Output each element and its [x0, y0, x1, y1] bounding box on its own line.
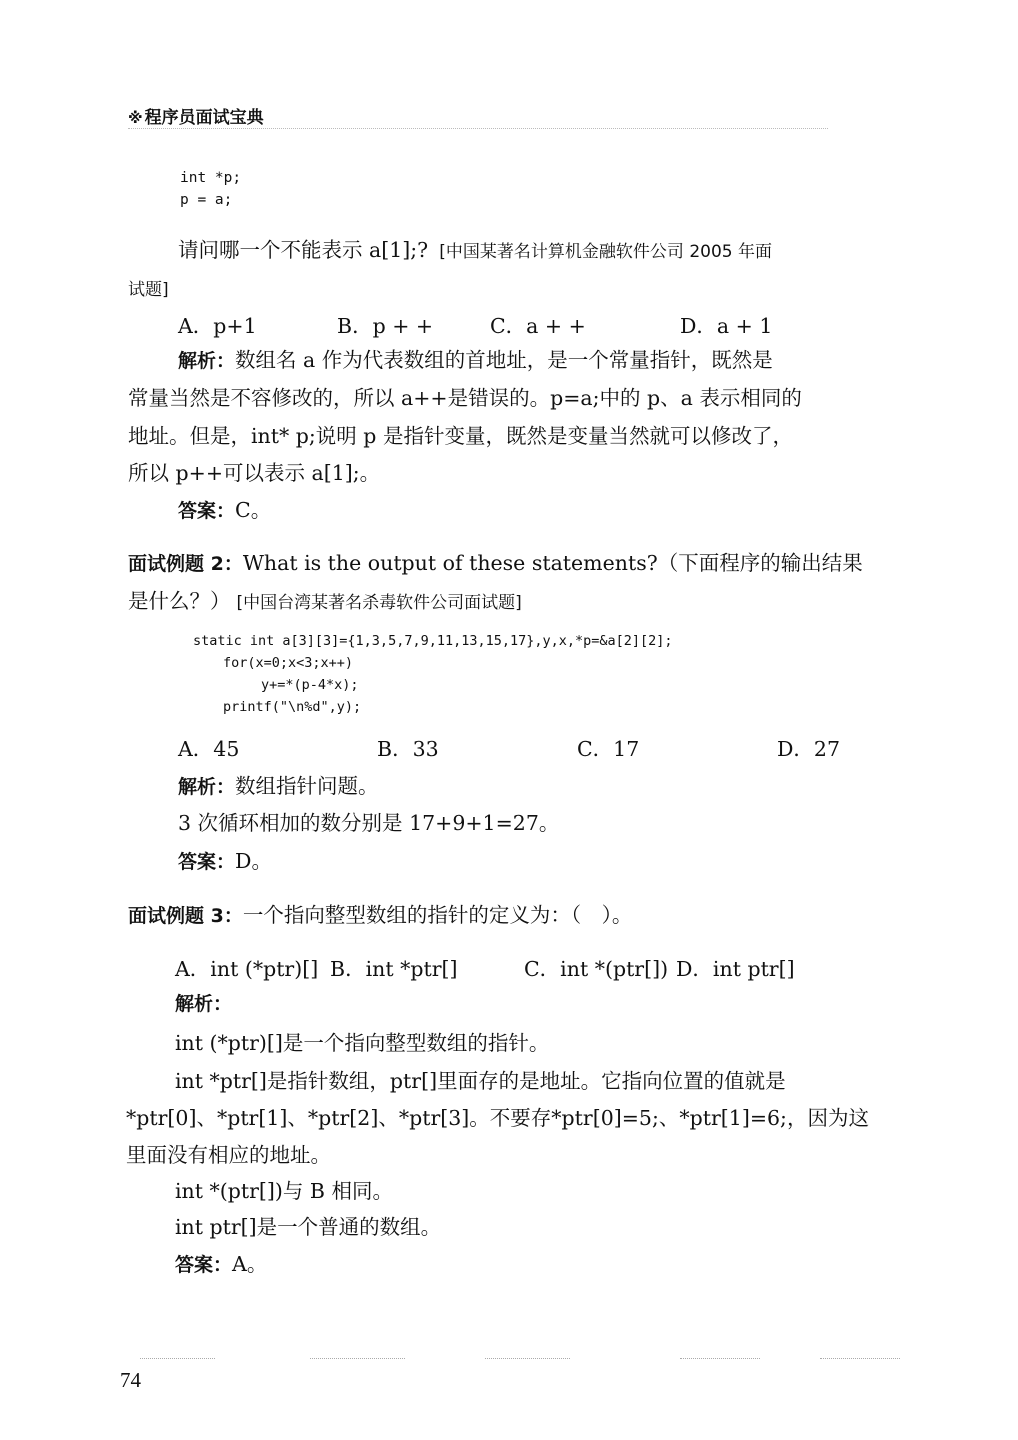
q2-title-cont: 是什么？） [128, 589, 231, 613]
q2-option-a: A．45 [178, 737, 240, 761]
code-line: y+=*(p-4*x); [261, 677, 359, 693]
q2-option-b: B．33 [377, 737, 439, 761]
q3-analysis-line-6: int ptr[]是一个普通的数组。 [175, 1215, 442, 1239]
q2-code-block [193, 630, 673, 718]
q1-analysis-label: 解析： [178, 350, 236, 372]
footer-rule [485, 1358, 570, 1359]
header-ornament-icon: ※ [128, 109, 143, 127]
q3-option-b: B．int *ptr[] [330, 957, 458, 981]
q3-analysis-line-4: 里面没有相应的地址。 [126, 1143, 331, 1167]
q1-source-cont: 试题] [128, 280, 169, 300]
q1-analysis-text: 数组名 a 作为代表数组的首地址，是一个常量指针，既然是 [235, 348, 773, 372]
book-title: 程序员面试宝典 [144, 108, 264, 128]
q2-label: 面试例题 2： [128, 553, 243, 575]
q3-title-line [128, 898, 632, 928]
q2-source: [中国台湾某著名杀毒软件公司面试题] [236, 593, 522, 613]
q3-analysis-label: 解析： [175, 993, 233, 1015]
q1-question: 请问哪一个不能表示 a[1];? [178, 238, 429, 262]
q3-option-a: A．int (*ptr)[] [175, 957, 319, 981]
q3-analysis-line-2: int *ptr[]是指针数组，ptr[]里面存的是地址。它指向位置的值就是 [175, 1069, 786, 1093]
q1-answer-value: C。 [235, 498, 272, 522]
q2-detail: 3 次循环相加的数分别是 17+9+1=27。 [178, 811, 560, 835]
q2-title-line-2 [128, 584, 522, 614]
q1-option-c: C．a + + [490, 314, 586, 338]
q1-option-b: B．p + + [337, 314, 434, 338]
q2-analysis [178, 769, 379, 799]
q1-answer-label: 答案： [178, 500, 236, 522]
q2-title-line-1 [128, 546, 863, 576]
footer-rule [680, 1358, 760, 1359]
q1-source: [中国某著名计算机金融软件公司 2005 年面 [439, 242, 772, 262]
q1-analysis-line-3: 地址。但是，int* p;说明 p 是指针变量，既然是变量当然就可以修改了， [128, 424, 793, 448]
code-line: for(x=0;x<3;x++) [223, 655, 354, 671]
q2-option-c: C．17 [577, 737, 640, 761]
footer-rule [140, 1358, 215, 1359]
q2-title: What is the output of these statements?（下面程序的输出结果 [242, 551, 863, 575]
q2-analysis-text: 数组指针问题。 [235, 774, 379, 798]
page-number: 74 [120, 1368, 141, 1392]
q1-option-d: D．a + 1 [680, 314, 773, 338]
q3-label: 面试例题 3： [128, 905, 243, 927]
q3-answer-label: 答案： [175, 1254, 233, 1276]
running-header [128, 103, 264, 128]
q1-analysis-line-1 [178, 343, 773, 373]
q3-answer [175, 1247, 267, 1277]
code-line: static int a[3][3]={1,3,5,7,9,11,13,15,17},y,x,*p=&a[2][2]; [193, 633, 673, 649]
q1-analysis-line-2: 常量当然是不容修改的，所以 a++是错误的。p=a;中的 p、a 表示相同的 [128, 386, 802, 410]
code-line: int *p; [180, 170, 242, 186]
q1-option-a: A．p+1 [178, 314, 257, 338]
q2-answer-label: 答案： [178, 851, 236, 873]
code-line: p = a; [180, 192, 233, 208]
q2-answer [178, 844, 272, 874]
q1-answer [178, 493, 271, 523]
q1-analysis-line-4: 所以 p++可以表示 a[1];。 [128, 461, 381, 485]
q3-analysis-line-5: int *(ptr[])与 B 相同。 [175, 1179, 394, 1203]
q3-option-d: D．int ptr[] [676, 957, 795, 981]
q3-answer-value: A。 [232, 1252, 268, 1276]
q2-answer-value: D。 [235, 849, 272, 873]
code-line: printf("\n%d",y); [223, 699, 362, 715]
footer-rule [820, 1358, 900, 1359]
q2-option-d: D．27 [777, 737, 841, 761]
q1-code-block [180, 167, 241, 211]
q3-title: 一个指向整型数组的指针的定义为：（ ）。 [242, 903, 633, 927]
header-rule [128, 128, 828, 129]
q3-analysis-line-1: int (*ptr)[]是一个指向整型数组的指针。 [175, 1031, 550, 1055]
q2-analysis-label: 解析： [178, 776, 236, 798]
q3-option-c: C．int *(ptr[]) [524, 957, 669, 981]
q3-analysis-line-3: *ptr[0]、*ptr[1]、*ptr[2]、*ptr[3]。不要存*ptr[0]=5;、*ptr[1]=6;，因为这 [126, 1106, 869, 1130]
footer-rule [310, 1358, 405, 1359]
q1-question-line [178, 233, 772, 263]
